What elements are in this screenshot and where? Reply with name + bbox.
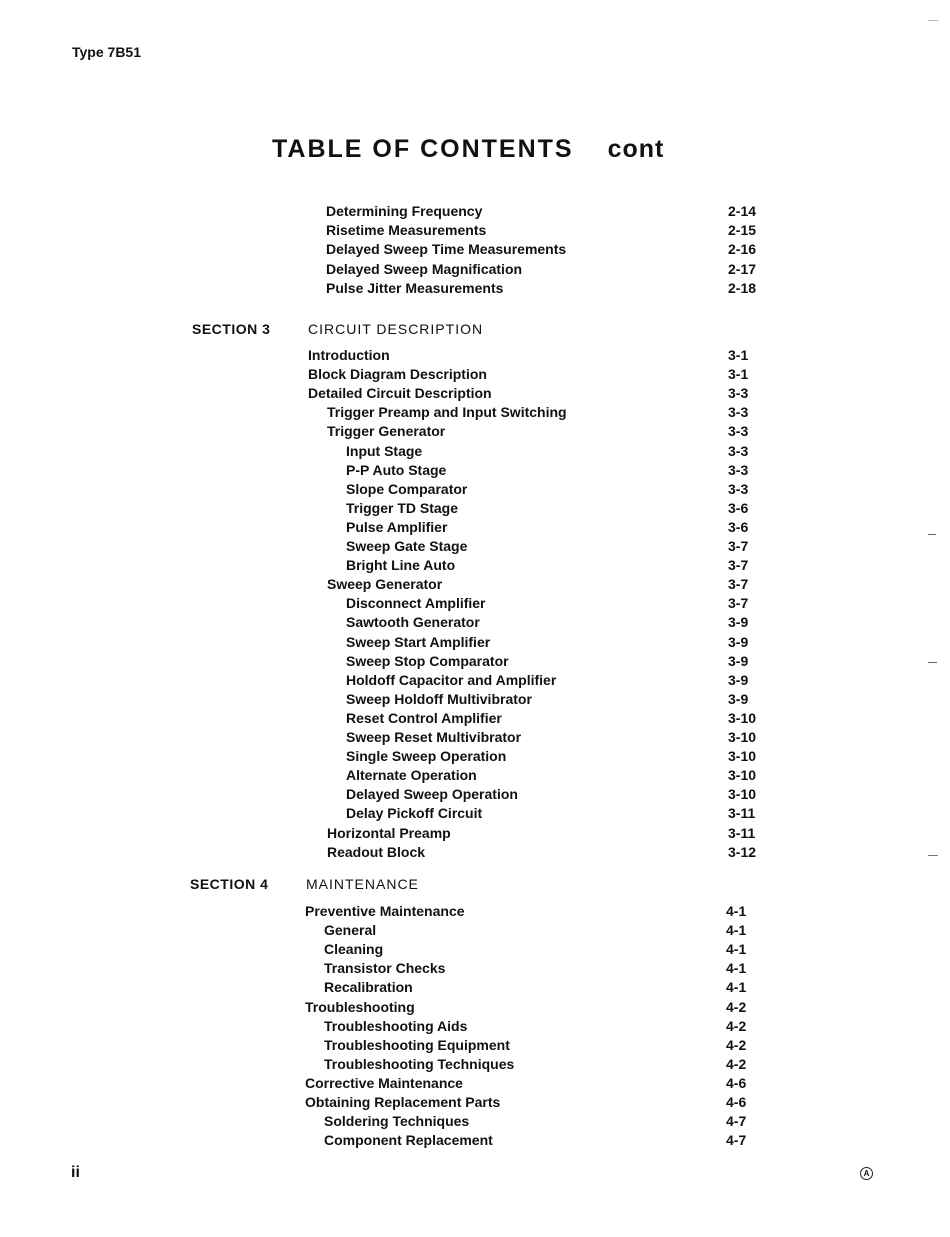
toc-entry-label: Delayed Sweep Magnification: [326, 261, 523, 277]
toc-entry-page: 4-1: [726, 979, 747, 995]
toc-entry-page: 3-3: [728, 385, 749, 401]
toc-entry-label: Single Sweep Operation: [346, 748, 507, 764]
title-suffix: cont: [607, 135, 665, 163]
toc-entry-label: Sweep Holdoff Multivibrator: [346, 691, 532, 707]
toc-entry-label: Alternate Operation: [346, 767, 477, 783]
toc-entry-page: 3-6: [728, 519, 749, 535]
toc-entry-page: 3-9: [728, 672, 749, 688]
edge-mark: [928, 534, 936, 535]
toc-entry-page: 4-1: [726, 960, 747, 976]
toc-entry-label: Block Diagram Description: [308, 366, 487, 382]
toc-entry-page: 3-10: [728, 710, 757, 726]
toc-entry-label: Sawtooth Generator: [346, 614, 480, 630]
toc-entry-label: Readout Block: [327, 844, 426, 860]
toc-entry-label: Delay Pickoff Circuit: [346, 805, 483, 821]
toc-entry-label: Recalibration: [324, 979, 413, 995]
toc-entry-label: Corrective Maintenance: [305, 1075, 463, 1091]
toc-entry-label: Cleaning: [324, 941, 384, 957]
toc-entry-page: 4-1: [726, 941, 747, 957]
document-type-header: Type 7B51: [72, 44, 141, 60]
toc-entry-page: 3-11: [728, 825, 756, 841]
toc-entry-page: 3-9: [728, 691, 749, 707]
toc-entry-label: Troubleshooting: [305, 999, 415, 1015]
toc-entry-label: Delayed Sweep Time Measurements: [326, 241, 567, 257]
toc-entry-label: Holdoff Capacitor and Amplifier: [346, 672, 557, 688]
section-title: CIRCUIT DESCRIPTION: [308, 321, 484, 337]
edge-mark: [928, 20, 938, 21]
toc-entry-label: Delayed Sweep Operation: [346, 786, 518, 802]
toc-entry-label: Sweep Start Amplifier: [346, 634, 491, 650]
toc-entry-page: 3-7: [728, 576, 749, 592]
toc-entry-page: 4-2: [726, 1056, 747, 1072]
toc-entry-label: Component Replacement: [324, 1132, 493, 1148]
toc-entry-label: Trigger TD Stage: [346, 500, 459, 516]
toc-entry-label: Trigger Preamp and Input Switching: [327, 404, 567, 420]
toc-entry-label: Transistor Checks: [324, 960, 446, 976]
toc-entry-page: 3-12: [728, 844, 757, 860]
section-label: SECTION 3: [192, 321, 271, 337]
toc-entry-label: Obtaining Replacement Parts: [305, 1094, 501, 1110]
page-title: [272, 135, 664, 164]
toc-entry-page: 3-10: [728, 767, 757, 783]
toc-entry-page: 2-14: [728, 203, 757, 219]
toc-entry-page: 3-3: [728, 462, 749, 478]
toc-entry-label: Sweep Reset Multivibrator: [346, 729, 522, 745]
toc-entry-page: 4-1: [726, 903, 747, 919]
toc-entry-page: 4-1: [726, 922, 747, 938]
toc-entry-page: 3-10: [728, 748, 757, 764]
toc-entry-label: Trigger Generator: [327, 423, 446, 439]
toc-entry-page: 3-9: [728, 653, 749, 669]
toc-entry-page: 3-7: [728, 538, 749, 554]
edge-mark: [928, 662, 937, 663]
toc-entry-label: Reset Control Amplifier: [346, 710, 502, 726]
title-main: TABLE OF CONTENTS: [272, 135, 574, 163]
toc-entry-page: 3-9: [728, 634, 749, 650]
toc-entry-page: 4-7: [726, 1132, 747, 1148]
toc-entry-label: Pulse Jitter Measurements: [326, 280, 504, 296]
footer-page-number: ii: [71, 1164, 80, 1181]
toc-entry-page: 3-1: [728, 347, 749, 363]
toc-entry-label: Sweep Generator: [327, 576, 443, 592]
edge-mark: [928, 855, 938, 856]
toc-entry-page: 3-3: [728, 443, 749, 459]
toc-entry-page: 2-18: [728, 280, 757, 296]
toc-entry-label: Troubleshooting Techniques: [324, 1056, 515, 1072]
toc-entry-label: General: [324, 922, 377, 938]
section-title: MAINTENANCE: [306, 876, 419, 892]
toc-entry-label: Sweep Stop Comparator: [346, 653, 509, 669]
revision-mark-icon: A: [860, 1167, 873, 1180]
toc-entry-page: 3-1: [728, 366, 749, 382]
toc-entry-label: Troubleshooting Equipment: [324, 1037, 510, 1053]
toc-entry-label: Slope Comparator: [346, 481, 468, 497]
toc-entry-page: 2-15: [728, 222, 757, 238]
toc-entry-page: 3-3: [728, 481, 749, 497]
toc-entry-label: Troubleshooting Aids: [324, 1018, 468, 1034]
toc-entry-page: 4-2: [726, 999, 747, 1015]
toc-entry-label: Horizontal Preamp: [327, 825, 451, 841]
toc-entry-label: Soldering Techniques: [324, 1113, 470, 1129]
section-label: SECTION 4: [190, 876, 269, 892]
toc-entry-label: P-P Auto Stage: [346, 462, 447, 478]
toc-entry-page: 3-3: [728, 404, 749, 420]
toc-entry-label: Sweep Gate Stage: [346, 538, 468, 554]
toc-entry-label: Input Stage: [346, 443, 423, 459]
toc-entry-page: 3-11: [728, 805, 756, 821]
toc-entry-page: 3-6: [728, 500, 749, 516]
toc-entry-label: Pulse Amplifier: [346, 519, 448, 535]
toc-entry-page: 4-6: [726, 1094, 747, 1110]
toc-entry-label: Disconnect Amplifier: [346, 595, 486, 611]
toc-entry-page: 4-6: [726, 1075, 747, 1091]
toc-entry-page: 3-7: [728, 557, 749, 573]
toc-entry-label: Determining Frequency: [326, 203, 483, 219]
toc-entry-label: Risetime Measurements: [326, 222, 487, 238]
toc-entry-page: 4-7: [726, 1113, 747, 1129]
toc-entry-page: 4-2: [726, 1018, 747, 1034]
toc-entry-label: Preventive Maintenance: [305, 903, 465, 919]
toc-entry-page: 2-17: [728, 261, 757, 277]
toc-entry-label: Detailed Circuit Description: [308, 385, 492, 401]
toc-entry-page: 2-16: [728, 241, 757, 257]
toc-entry-label: Bright Line Auto: [346, 557, 456, 573]
toc-entry-page: 3-10: [728, 786, 757, 802]
toc-entry-page: 3-7: [728, 595, 749, 611]
toc-entry-page: 3-3: [728, 423, 749, 439]
toc-entry-label: Introduction: [308, 347, 390, 363]
toc-entry-page: 3-10: [728, 729, 757, 745]
toc-entry-page: 4-2: [726, 1037, 747, 1053]
toc-entry-page: 3-9: [728, 614, 749, 630]
